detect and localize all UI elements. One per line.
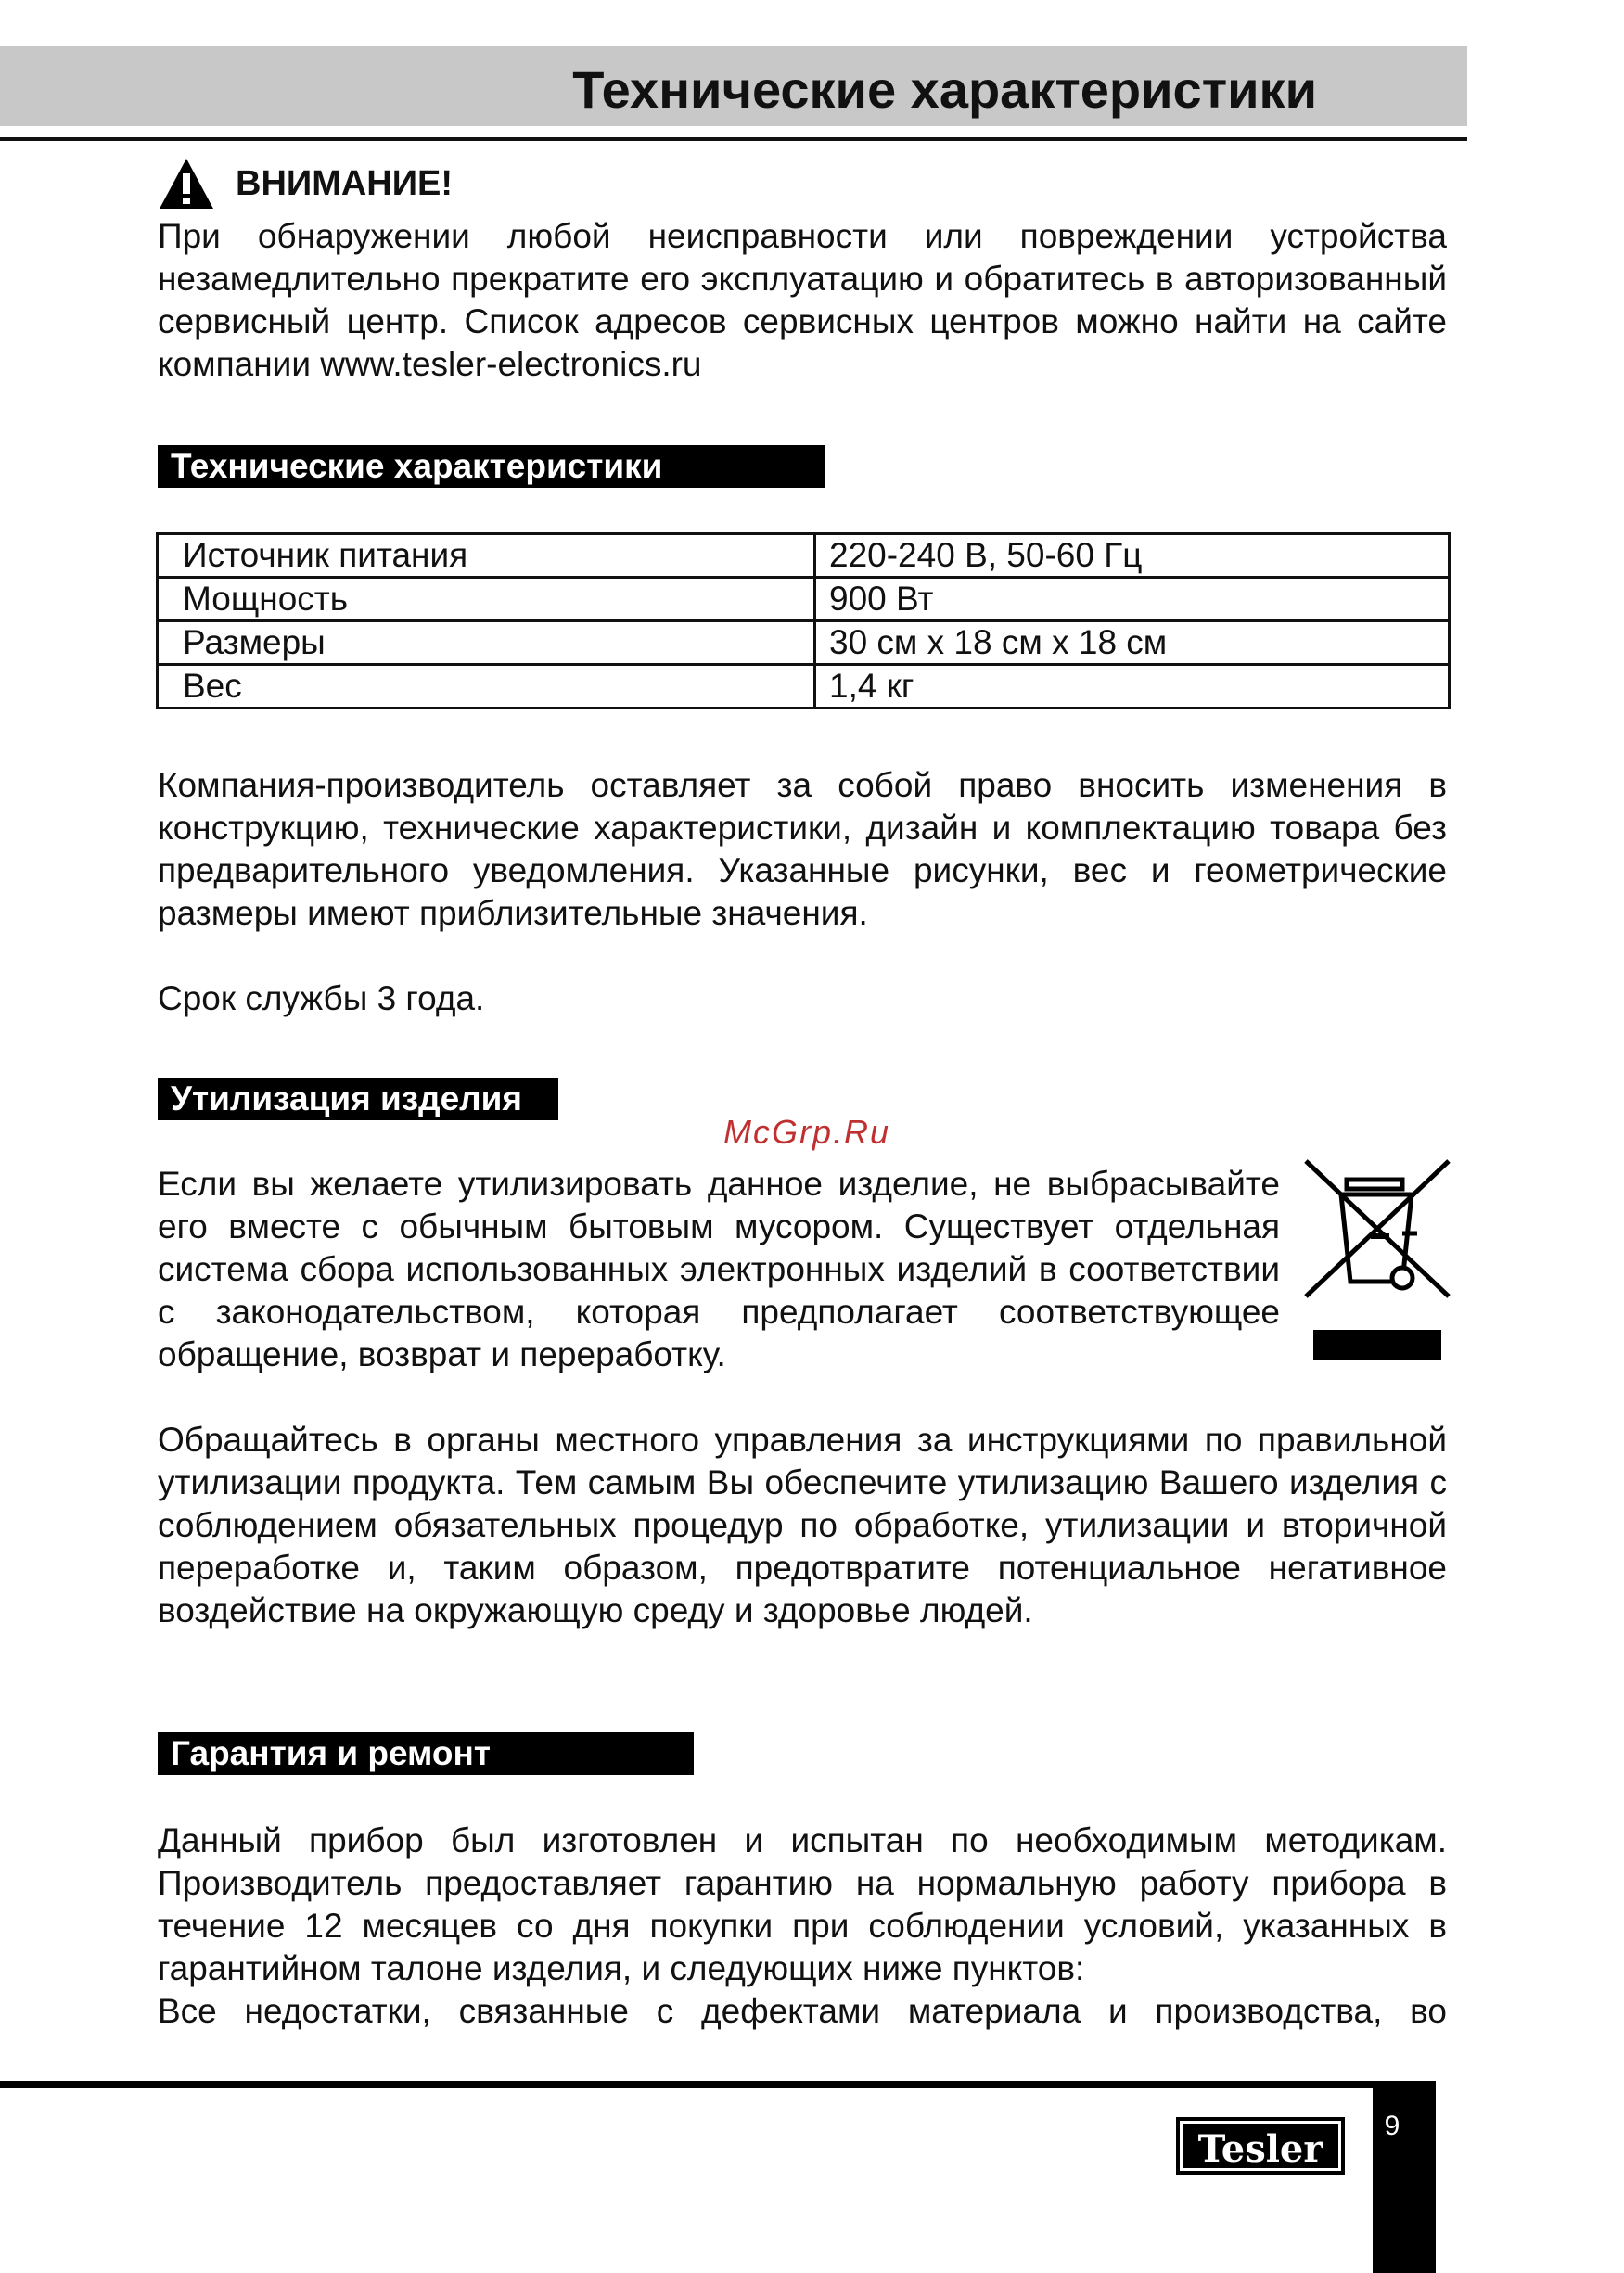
watermark: McGrp.Ru [723, 1113, 891, 1151]
page-title: Технические характеристики [572, 60, 1317, 119]
disposal-section-heading: Утилизация изделия [158, 1078, 558, 1120]
spec-label: Источник питания [158, 534, 815, 578]
footer-divider [0, 2081, 1436, 2088]
warning-icon [158, 157, 215, 211]
table-row [158, 578, 1450, 621]
disposal-text: Если вы желаете утилизировать данное изделие, не выбрасывайте его вместе с обычным бытовым мусором. Существует отдельная система сбора использованных электронных изделий в соответствии с законодательством, которая предполагает соответствующее обращение, возврат и переработку. [158, 1165, 1280, 1373]
warranty-text-continued: Все недостатки, связанные с дефектами материала и производства, во [158, 1992, 1447, 2030]
service-life: Срок службы 3 года. [158, 979, 485, 1017]
warranty-section-heading: Гарантия и ремонт [158, 1732, 694, 1775]
table-row [158, 665, 1450, 709]
header-divider [0, 137, 1467, 141]
spec-value: 900 Вт [815, 578, 1450, 621]
spec-label: Размеры [158, 621, 815, 665]
table-row [158, 621, 1450, 665]
page-number: 9 [1384, 2111, 1400, 2141]
spec-value: 1,4 кг [815, 665, 1450, 709]
warning-text: При обнаружении любой неисправности или повреждении устройства незамедлительно прекратите его эксплуатацию и обратитесь в авторизованный сервисный центр. Список адресов сервисных центров можно найти на сайте компании www.tesler-electronics.ru [158, 217, 1447, 383]
specs-table [156, 532, 1451, 709]
spec-label: Вес [158, 665, 815, 709]
manufacturer-note: Компания-производитель оставляет за собой право вносить изменения в конструкцию, технические характеристики, дизайн и комплектацию товара без предварительного уведомления. Указанные рисунки, вес и геометрические размеры имеют приблизительные значения. [158, 766, 1447, 932]
warranty-text: Данный прибор был изготовлен и испытан по необходимым методикам. Производитель предоставляет гарантию на нормальную работу прибора в течение 12 месяцев со дня покупки при соблюдении условий, указанных в гарантийном талоне изделия, и следующих ниже пунктов: [158, 1821, 1447, 1987]
warning-heading [158, 156, 453, 211]
warning-title: ВНИМАНИЕ! [236, 163, 454, 203]
specs-section-heading: Технические характеристики [158, 445, 825, 488]
spec-value: 220-240 В, 50-60 Гц [815, 534, 1450, 578]
spec-label: Мощность [158, 578, 815, 621]
crossed-bin-icon [1298, 1159, 1456, 1363]
table-row [158, 534, 1450, 578]
disposal-instructions: Обращайтесь в органы местного управления за инструкциями по правильной утилизации продукта. Тем самым Вы обеспечите утилизацию Вашего изделия с соблюдением обязательных процедур по обработке, утилизации и вторичной переработке и, таким образом, предотвратите потенциальное негативное воздействие на окружающую среду и здоровье людей. [158, 1421, 1447, 1629]
tesler-logo: Tesler [1176, 2117, 1345, 2175]
spec-value: 30 см х 18 см х 18 см [815, 621, 1450, 665]
